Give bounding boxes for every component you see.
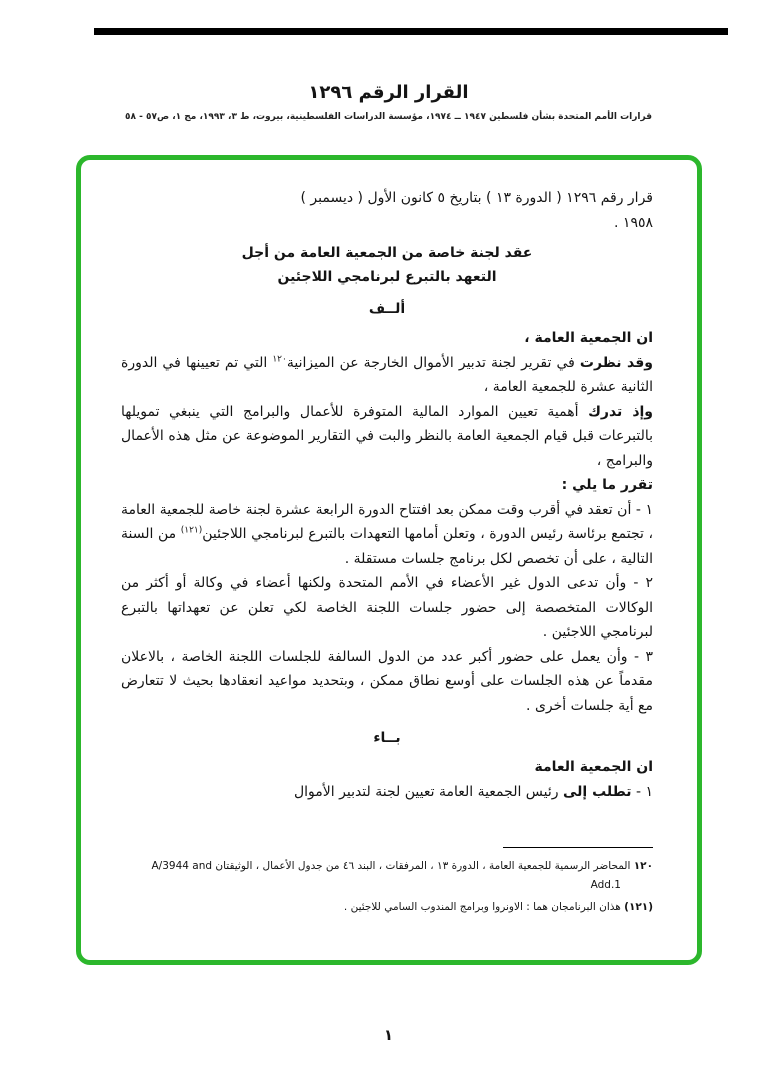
resolution-heading-line2: ١٩٥٨ . bbox=[614, 215, 653, 231]
preamble-intro: ان الجمعية العامة ، bbox=[524, 330, 653, 346]
item1-continuation: من السنة التالية ، على أن تخصص لكل برنامج جلسات مستقلة . bbox=[121, 526, 653, 567]
subtitle-line2: التعهد بالتبرع لبرنامجي اللاجئين bbox=[277, 269, 497, 285]
footnote-121-text: هذان البرنامجان هما : الاونروا وبرامج المندوب السامي للاجئين . bbox=[343, 901, 621, 913]
section-b-label: بــاء bbox=[373, 730, 401, 746]
footnote-121 bbox=[121, 898, 653, 917]
subtitle-line1: عقد لجنة خاصة من الجمعية العامة من أجل bbox=[241, 245, 533, 261]
resolution-subtitle bbox=[121, 241, 653, 289]
para1-text: في تقرير لجنة تدبير الأموال الخارجة عن الميزانية bbox=[286, 354, 580, 371]
operative-item-3: ٣ - وأن يعمل على حضور أكبر عدد من الدول السالفة للجلسات اللجنة الخاصة ، بالاعلان مقدماً عن هذه الجلسات على أوسع نطاق ممكن ، وبتحديد مواعيد انعقادها بحيث لا تتعارض مع أية جلسات أخرى . bbox=[121, 648, 653, 714]
source-citation: قرارات الأمم المتحدة بشأن فلسطين ١٩٤٧ ــ ١٩٧٤، مؤسسة الدراسات الفلسطينية، بيروت، ط ٣، ١٩٩٣، مج ١، ص٥٧ - ٥٨ bbox=[124, 112, 653, 122]
item1-text: ١ - أن تعقد في أقرب وقت ممكن بعد افتتاح الدورة الرابعة عشرة لجنة خاصة للجمعية العامة ، تجتمع برئاسة رئيس الدورة ، وتعلن أمامها التعهدات بالتبرع لبرنامجي اللاجئين bbox=[121, 501, 653, 542]
section-b-intro: ان الجمعية العامة bbox=[534, 759, 653, 775]
para2-lead: وإذ تدرك bbox=[588, 403, 654, 420]
footnote-120-number: ١٢٠ bbox=[633, 860, 653, 872]
operative-item-1 bbox=[121, 498, 653, 572]
para1-lead: وقد نظرت bbox=[579, 354, 653, 371]
footnote-120 bbox=[121, 857, 653, 895]
document-title: القرار الرقم ١٢٩٦ bbox=[308, 82, 469, 103]
footnote-120-document-ref: A/3944 and Add.1 bbox=[151, 860, 621, 891]
footnote-121-number: (١٢١) bbox=[624, 901, 653, 913]
b-item1-number: ١ - bbox=[631, 783, 653, 800]
operative-item-2: ٢ - وأن تدعى الدول غير الأعضاء في الأمم المتحدة ولكنها أعضاء في وكالة أو أكثر من الوكالات المتخصصة إلى حضور جلسات اللجنة الخاصة لكي تعلن عن تعهداتها بالتبرع لبرنامجي اللاجئين . bbox=[121, 575, 653, 640]
preamble-paragraph-1 bbox=[121, 351, 653, 400]
footnote-ref-120: ١٢٠ bbox=[272, 353, 287, 364]
footnote-ref-121: (١٢١) bbox=[180, 525, 203, 536]
footnote-120-text: المحاضر الرسمية للجمعية العامة ، الدورة ١٣ ، المرفقات ، البند ٤٦ من جدول الأعمال ، الوثيقتان bbox=[215, 860, 631, 872]
page-number: ١ bbox=[383, 1026, 394, 1044]
b-item1-lead: تطلب إلى bbox=[562, 783, 632, 800]
footnote-divider bbox=[503, 847, 653, 848]
decides-label: تقرر ما يلي : bbox=[561, 477, 653, 493]
preamble-paragraph-2 bbox=[121, 400, 653, 474]
para2-text: أهمية تعيين الموارد المالية المتوفرة للأعمال والبرامج التي ينبغي تمويلها بالتبرعات قبل قيام الجمعية العامة بالنظر والبت في التقارير الموضوعة عن مثل هذه الأعمال والبرامج ، bbox=[121, 403, 653, 469]
section-b-item-1 bbox=[121, 780, 653, 805]
b-item1-text: رئيس الجمعية العامة تعيين لجنة لتدبير الأموال bbox=[294, 783, 563, 800]
content-frame bbox=[76, 155, 702, 965]
top-divider bbox=[94, 28, 728, 35]
resolution-heading bbox=[121, 186, 653, 236]
footnotes-section bbox=[121, 847, 653, 920]
para1-continuation: التي تم تعيينها في الدورة الثانية عشرة للجمعية العامة ، bbox=[121, 354, 653, 395]
section-a-label: ألــف bbox=[368, 301, 406, 317]
resolution-heading-line1: قرار رقم ١٢٩٦ ( الدورة ١٣ ) بتاريخ ٥ كانون الأول ( ديسمبر ) bbox=[300, 190, 653, 206]
